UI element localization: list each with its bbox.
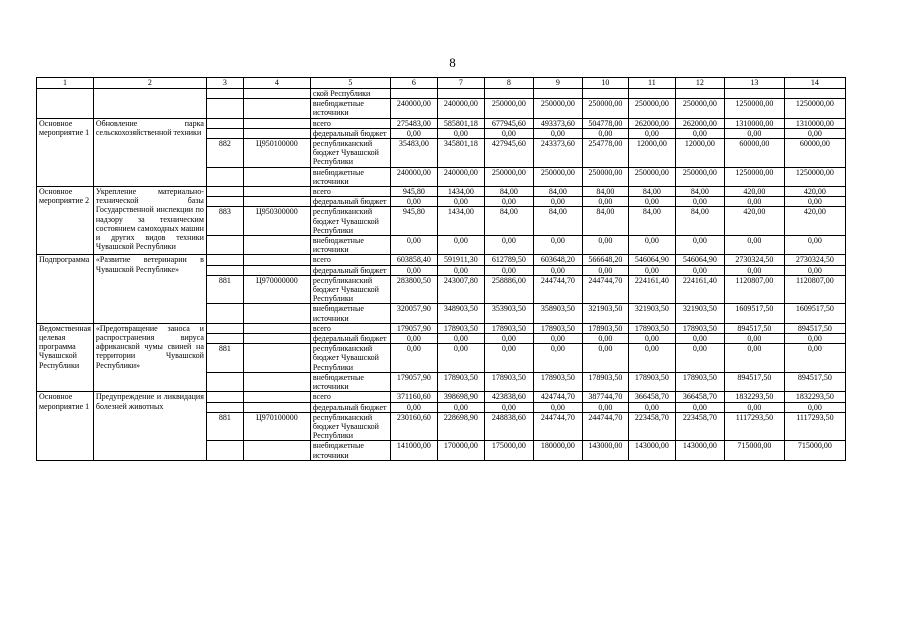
amount-cell: 0,00 (484, 236, 533, 255)
amount-cell: 345801,18 (437, 139, 484, 168)
amount-cell: 250000,00 (628, 99, 675, 118)
amount-cell: 35483,00 (390, 139, 437, 168)
funding-source-cell: внебюджетные источники (310, 167, 390, 186)
budget-code-cell (243, 197, 310, 207)
amount-cell: 0,00 (437, 128, 484, 138)
amount-cell: 0,00 (390, 265, 437, 275)
funding-source-cell: федеральный бюджет (310, 402, 390, 412)
amount-cell: 0,00 (582, 197, 628, 207)
amount-cell: 0,00 (390, 197, 437, 207)
amount-cell: 0,00 (582, 344, 628, 373)
amount-cell: 0,00 (390, 236, 437, 255)
amount-cell: 945,80 (390, 207, 437, 236)
header-cell: 12 (675, 78, 724, 89)
amount-cell: 84,00 (628, 207, 675, 236)
table-row (37, 187, 846, 197)
funding-source-cell: всего (310, 118, 390, 128)
header-cell: 10 (582, 78, 628, 89)
funding-source-cell: всего (310, 392, 390, 402)
amount-cell: 0,00 (533, 265, 582, 275)
amount-cell: 0,00 (437, 197, 484, 207)
funding-source-cell: федеральный бюджет (310, 265, 390, 275)
activity-type-cell: Основное мероприятие 2 (37, 187, 94, 255)
funding-source-cell: всего (310, 323, 390, 333)
amount-cell: 1310000,00 (784, 118, 845, 128)
amount-cell: 0,00 (582, 402, 628, 412)
amount-cell: 0,00 (784, 128, 845, 138)
grbs-code-cell: 881 (206, 344, 243, 373)
amount-cell: 0,00 (582, 265, 628, 275)
amount-cell: 178903,50 (484, 323, 533, 333)
grbs-code-cell (206, 255, 243, 265)
header-cell: 11 (628, 78, 675, 89)
amount-cell: 423838,60 (484, 392, 533, 402)
activity-type-cell: Основное мероприятие 1 (37, 118, 94, 186)
amount-cell: 250000,00 (484, 167, 533, 186)
amount-cell: 224161,40 (628, 275, 675, 304)
amount-cell: 1609517,50 (724, 304, 784, 323)
amount-cell: 180000,00 (533, 441, 582, 460)
amount-cell: 546064,90 (675, 255, 724, 265)
amount-cell: 243373,60 (533, 139, 582, 168)
amount-cell: 1250000,00 (724, 167, 784, 186)
amount-cell: 0,00 (628, 265, 675, 275)
amount-cell: 0,00 (582, 334, 628, 344)
amount-cell: 254778,00 (582, 139, 628, 168)
amount-cell: 1250000,00 (724, 99, 784, 118)
amount-cell: 945,80 (390, 187, 437, 197)
amount-cell: 420,00 (784, 207, 845, 236)
amount-cell: 244744,70 (582, 275, 628, 304)
table-row (37, 255, 846, 265)
amount-cell: 0,00 (675, 236, 724, 255)
amount-cell: 0,00 (724, 236, 784, 255)
header-cell: 14 (784, 78, 845, 89)
amount-cell: 250000,00 (484, 99, 533, 118)
amount-cell: 0,00 (533, 334, 582, 344)
amount-cell: 84,00 (484, 207, 533, 236)
amount-cell: 585801,18 (437, 118, 484, 128)
amount-cell: 894517,50 (784, 372, 845, 391)
amount-cell: 178903,50 (628, 372, 675, 391)
amount-cell: 0,00 (437, 402, 484, 412)
header-cell: 6 (390, 78, 437, 89)
amount-cell: 0,00 (437, 265, 484, 275)
amount-cell: 178903,50 (437, 323, 484, 333)
amount-cell: 504778,00 (582, 118, 628, 128)
amount-cell: 250000,00 (675, 99, 724, 118)
activity-type-cell: Подпрограмма (37, 255, 94, 323)
amount-cell (724, 89, 784, 99)
amount-cell: 1832293,50 (784, 392, 845, 402)
activity-name-cell (93, 89, 206, 119)
amount-cell: 228698,90 (437, 412, 484, 441)
funding-source-cell: ской Республики (310, 89, 390, 99)
budget-code-cell (243, 265, 310, 275)
amount-cell: 0,00 (628, 402, 675, 412)
header-cell: 8 (484, 78, 533, 89)
amount-cell (582, 89, 628, 99)
funding-source-cell: республиканский бюджет Чувашской Республики (310, 275, 390, 304)
amount-cell: 1250000,00 (784, 167, 845, 186)
amount-cell: 250000,00 (675, 167, 724, 186)
amount-cell: 0,00 (724, 334, 784, 344)
amount-cell: 0,00 (390, 402, 437, 412)
amount-cell: 0,00 (484, 402, 533, 412)
amount-cell: 0,00 (784, 402, 845, 412)
activity-name-cell: «Развитие ветеринарии в Чувашской Республике» (93, 255, 206, 323)
amount-cell: 240000,00 (390, 167, 437, 186)
amount-cell: 0,00 (390, 344, 437, 373)
budget-code-cell (243, 118, 310, 128)
amount-cell: 0,00 (628, 344, 675, 373)
amount-cell: 178903,50 (533, 372, 582, 391)
amount-cell: 250000,00 (582, 167, 628, 186)
amount-cell: 420,00 (784, 187, 845, 197)
amount-cell: 0,00 (675, 128, 724, 138)
budget-table (36, 77, 846, 461)
funding-source-cell: внебюджетные источники (310, 441, 390, 460)
amount-cell: 179057,90 (390, 372, 437, 391)
amount-cell: 371160,60 (390, 392, 437, 402)
funding-source-cell: республиканский бюджет Чувашской Республики (310, 139, 390, 168)
amount-cell: 170000,00 (437, 441, 484, 460)
budget-code-cell (243, 255, 310, 265)
amount-cell: 262000,00 (628, 118, 675, 128)
amount-cell: 2730324,50 (784, 255, 845, 265)
amount-cell: 0,00 (628, 197, 675, 207)
header-cell: 2 (93, 78, 206, 89)
amount-cell: 493373,60 (533, 118, 582, 128)
grbs-code-cell (206, 89, 243, 99)
amount-cell: 0,00 (390, 128, 437, 138)
amount-cell: 248838,60 (484, 412, 533, 441)
amount-cell: 84,00 (628, 187, 675, 197)
amount-cell: 0,00 (724, 197, 784, 207)
header-cell: 3 (206, 78, 243, 89)
funding-source-cell: всего (310, 187, 390, 197)
amount-cell: 0,00 (628, 334, 675, 344)
amount-cell: 0,00 (724, 402, 784, 412)
amount-cell: 60000,00 (784, 139, 845, 168)
amount-cell: 398698,90 (437, 392, 484, 402)
amount-cell: 420,00 (724, 187, 784, 197)
amount-cell: 0,00 (675, 265, 724, 275)
header-row (37, 78, 846, 89)
grbs-code-cell (206, 441, 243, 460)
funding-source-cell: республиканский бюджет Чувашской Республики (310, 344, 390, 373)
amount-cell: 0,00 (484, 334, 533, 344)
grbs-code-cell (206, 167, 243, 186)
amount-cell: 240000,00 (390, 99, 437, 118)
amount-cell: 84,00 (582, 187, 628, 197)
amount-cell: 143000,00 (675, 441, 724, 460)
amount-cell: 178903,50 (582, 323, 628, 333)
header-cell: 1 (37, 78, 94, 89)
amount-cell: 0,00 (484, 197, 533, 207)
amount-cell: 84,00 (484, 187, 533, 197)
page-number: 8 (449, 55, 456, 70)
amount-cell: 84,00 (675, 187, 724, 197)
grbs-code-cell (206, 372, 243, 391)
amount-cell: 0,00 (484, 128, 533, 138)
funding-source-cell: внебюджетные источники (310, 304, 390, 323)
grbs-code-cell (206, 392, 243, 402)
amount-cell: 141000,00 (390, 441, 437, 460)
budget-code-cell (243, 236, 310, 255)
amount-cell: 240000,00 (437, 167, 484, 186)
amount-cell: 244744,70 (533, 275, 582, 304)
amount-cell: 348903,50 (437, 304, 484, 323)
amount-cell: 223458,70 (628, 412, 675, 441)
amount-cell: 0,00 (628, 236, 675, 255)
grbs-code-cell (206, 334, 243, 344)
amount-cell: 84,00 (675, 207, 724, 236)
amount-cell: 0,00 (533, 402, 582, 412)
amount-cell (437, 89, 484, 99)
amount-cell: 1832293,50 (724, 392, 784, 402)
amount-cell: 0,00 (484, 344, 533, 373)
amount-cell: 677945,60 (484, 118, 533, 128)
amount-cell: 427945,60 (484, 139, 533, 168)
amount-cell: 178903,50 (582, 372, 628, 391)
amount-cell: 894517,50 (724, 372, 784, 391)
amount-cell: 424744,70 (533, 392, 582, 402)
budget-code-cell: Ц970100000 (243, 412, 310, 441)
amount-cell: 178903,50 (484, 372, 533, 391)
amount-cell: 0,00 (784, 334, 845, 344)
amount-cell: 250000,00 (628, 167, 675, 186)
funding-source-cell: внебюджетные источники (310, 372, 390, 391)
amount-cell: 366458,70 (675, 392, 724, 402)
amount-cell (628, 89, 675, 99)
grbs-code-cell (206, 99, 243, 118)
amount-cell: 175000,00 (484, 441, 533, 460)
funding-source-cell: внебюджетные источники (310, 236, 390, 255)
amount-cell: 366458,70 (628, 392, 675, 402)
grbs-code-cell (206, 304, 243, 323)
amount-cell: 0,00 (675, 334, 724, 344)
grbs-code-cell (206, 265, 243, 275)
amount-cell: 0,00 (784, 236, 845, 255)
amount-cell (484, 89, 533, 99)
amount-cell: 1310000,00 (724, 118, 784, 128)
amount-cell: 0,00 (390, 334, 437, 344)
amount-cell: 0,00 (533, 236, 582, 255)
grbs-code-cell: 883 (206, 207, 243, 236)
table-row (37, 323, 846, 333)
amount-cell: 0,00 (582, 128, 628, 138)
budget-code-cell (243, 392, 310, 402)
amount-cell: 0,00 (784, 197, 845, 207)
amount-cell: 353903,50 (484, 304, 533, 323)
amount-cell: 1120807,00 (724, 275, 784, 304)
amount-cell: 0,00 (724, 265, 784, 275)
amount-cell: 321903,50 (675, 304, 724, 323)
amount-cell: 0,00 (675, 344, 724, 373)
amount-cell: 0,00 (628, 128, 675, 138)
amount-cell: 1609517,50 (784, 304, 845, 323)
amount-cell (533, 89, 582, 99)
funding-source-cell: федеральный бюджет (310, 128, 390, 138)
budget-code-cell (243, 167, 310, 186)
budget-code-cell (243, 344, 310, 373)
amount-cell: 0,00 (724, 344, 784, 373)
budget-code-cell (243, 128, 310, 138)
budget-code-cell: Ц950100000 (243, 139, 310, 168)
amount-cell: 0,00 (724, 128, 784, 138)
grbs-code-cell: 882 (206, 139, 243, 168)
activity-name-cell: «Предотвращение заноса и распространения вируса африканской чумы свиней на территории Чувашской Республики» (93, 323, 206, 391)
budget-code-cell (243, 334, 310, 344)
amount-cell: 250000,00 (582, 99, 628, 118)
amount-cell: 603858,40 (390, 255, 437, 265)
budget-code-cell (243, 372, 310, 391)
amount-cell: 84,00 (582, 207, 628, 236)
amount-cell: 243007,80 (437, 275, 484, 304)
table-row (37, 118, 846, 128)
table-row (37, 89, 846, 99)
amount-cell (675, 89, 724, 99)
amount-cell: 262000,00 (675, 118, 724, 128)
amount-cell: 250000,00 (533, 167, 582, 186)
amount-cell: 321903,50 (628, 304, 675, 323)
amount-cell: 0,00 (675, 197, 724, 207)
amount-cell: 224161,40 (675, 275, 724, 304)
grbs-code-cell (206, 402, 243, 412)
funding-source-cell: внебюджетные источники (310, 99, 390, 118)
amount-cell: 143000,00 (628, 441, 675, 460)
amount-cell: 178903,50 (675, 323, 724, 333)
amount-cell: 0,00 (437, 344, 484, 373)
amount-cell: 420,00 (724, 207, 784, 236)
amount-cell: 258886,00 (484, 275, 533, 304)
amount-cell: 143000,00 (582, 441, 628, 460)
amount-cell: 0,00 (675, 402, 724, 412)
amount-cell: 2730324,50 (724, 255, 784, 265)
amount-cell: 0,00 (784, 344, 845, 373)
amount-cell: 591911,30 (437, 255, 484, 265)
amount-cell: 321903,50 (582, 304, 628, 323)
grbs-code-cell (206, 187, 243, 197)
activity-type-cell (37, 89, 94, 119)
table-row (37, 392, 846, 402)
amount-cell: 1120807,00 (784, 275, 845, 304)
amount-cell: 894517,50 (784, 323, 845, 333)
grbs-code-cell (206, 323, 243, 333)
amount-cell: 715000,00 (724, 441, 784, 460)
budget-code-cell (243, 304, 310, 323)
grbs-code-cell: 881 (206, 275, 243, 304)
budget-code-cell (243, 89, 310, 99)
header-cell: 7 (437, 78, 484, 89)
amount-cell: 244744,70 (533, 412, 582, 441)
budget-code-cell: Ц950300000 (243, 207, 310, 236)
amount-cell: 178903,50 (675, 372, 724, 391)
budget-code-cell (243, 441, 310, 460)
amount-cell: 12000,00 (628, 139, 675, 168)
amount-cell: 1434,00 (437, 207, 484, 236)
activity-type-cell: Ведомственная целевая программа Чувашской Республики (37, 323, 94, 391)
budget-code-cell (243, 323, 310, 333)
amount-cell: 275483,00 (390, 118, 437, 128)
amount-cell: 178903,50 (533, 323, 582, 333)
activity-type-cell: Основное мероприятие 1 (37, 392, 94, 460)
amount-cell: 894517,50 (724, 323, 784, 333)
header-cell: 5 (310, 78, 390, 89)
amount-cell: 0,00 (533, 344, 582, 373)
funding-source-cell: республиканский бюджет Чувашской Республики (310, 412, 390, 441)
header-cell: 9 (533, 78, 582, 89)
grbs-code-cell: 881 (206, 412, 243, 441)
amount-cell: 1117293,50 (724, 412, 784, 441)
amount-cell: 283800,50 (390, 275, 437, 304)
amount-cell: 358903,50 (533, 304, 582, 323)
grbs-code-cell (206, 118, 243, 128)
activity-name-cell: Укрепление материально-технической базы Государственной инспекции по надзору за техническим состоянием самоходных машин и других видов техники Чувашской Республики (93, 187, 206, 255)
amount-cell: 1434,00 (437, 187, 484, 197)
amount-cell: 84,00 (533, 187, 582, 197)
amount-cell: 1117293,50 (784, 412, 845, 441)
amount-cell: 387744,70 (582, 392, 628, 402)
budget-code-cell: Ц970000000 (243, 275, 310, 304)
amount-cell: 60000,00 (724, 139, 784, 168)
amount-cell: 0,00 (582, 236, 628, 255)
funding-source-cell: федеральный бюджет (310, 334, 390, 344)
amount-cell: 566648,20 (582, 255, 628, 265)
amount-cell (390, 89, 437, 99)
header-cell: 4 (243, 78, 310, 89)
amount-cell: 0,00 (533, 197, 582, 207)
amount-cell: 546064,90 (628, 255, 675, 265)
amount-cell: 84,00 (533, 207, 582, 236)
funding-source-cell: всего (310, 255, 390, 265)
grbs-code-cell (206, 236, 243, 255)
amount-cell: 178903,50 (628, 323, 675, 333)
amount-cell: 230160,60 (390, 412, 437, 441)
amount-cell: 0,00 (437, 236, 484, 255)
amount-cell: 0,00 (533, 128, 582, 138)
grbs-code-cell (206, 128, 243, 138)
grbs-code-cell (206, 197, 243, 207)
amount-cell: 0,00 (484, 265, 533, 275)
amount-cell: 12000,00 (675, 139, 724, 168)
amount-cell: 603648,20 (533, 255, 582, 265)
amount-cell: 223458,70 (675, 412, 724, 441)
amount-cell: 612789,50 (484, 255, 533, 265)
amount-cell: 179057,90 (390, 323, 437, 333)
amount-cell: 715000,00 (784, 441, 845, 460)
budget-code-cell (243, 99, 310, 118)
amount-cell: 240000,00 (437, 99, 484, 118)
amount-cell: 1250000,00 (784, 99, 845, 118)
amount-cell: 250000,00 (533, 99, 582, 118)
funding-source-cell: федеральный бюджет (310, 197, 390, 207)
amount-cell: 178903,50 (437, 372, 484, 391)
amount-cell: 320057,90 (390, 304, 437, 323)
activity-name-cell: Обновление парка сельскохозяйственной техники (93, 118, 206, 186)
header-cell: 13 (724, 78, 784, 89)
amount-cell (784, 89, 845, 99)
budget-code-cell (243, 187, 310, 197)
amount-cell: 244744,70 (582, 412, 628, 441)
budget-code-cell (243, 402, 310, 412)
amount-cell: 0,00 (784, 265, 845, 275)
amount-cell: 0,00 (437, 334, 484, 344)
funding-source-cell: республиканский бюджет Чувашской Республики (310, 207, 390, 236)
activity-name-cell: Предупреждение и ликвидация болезней животных (93, 392, 206, 460)
